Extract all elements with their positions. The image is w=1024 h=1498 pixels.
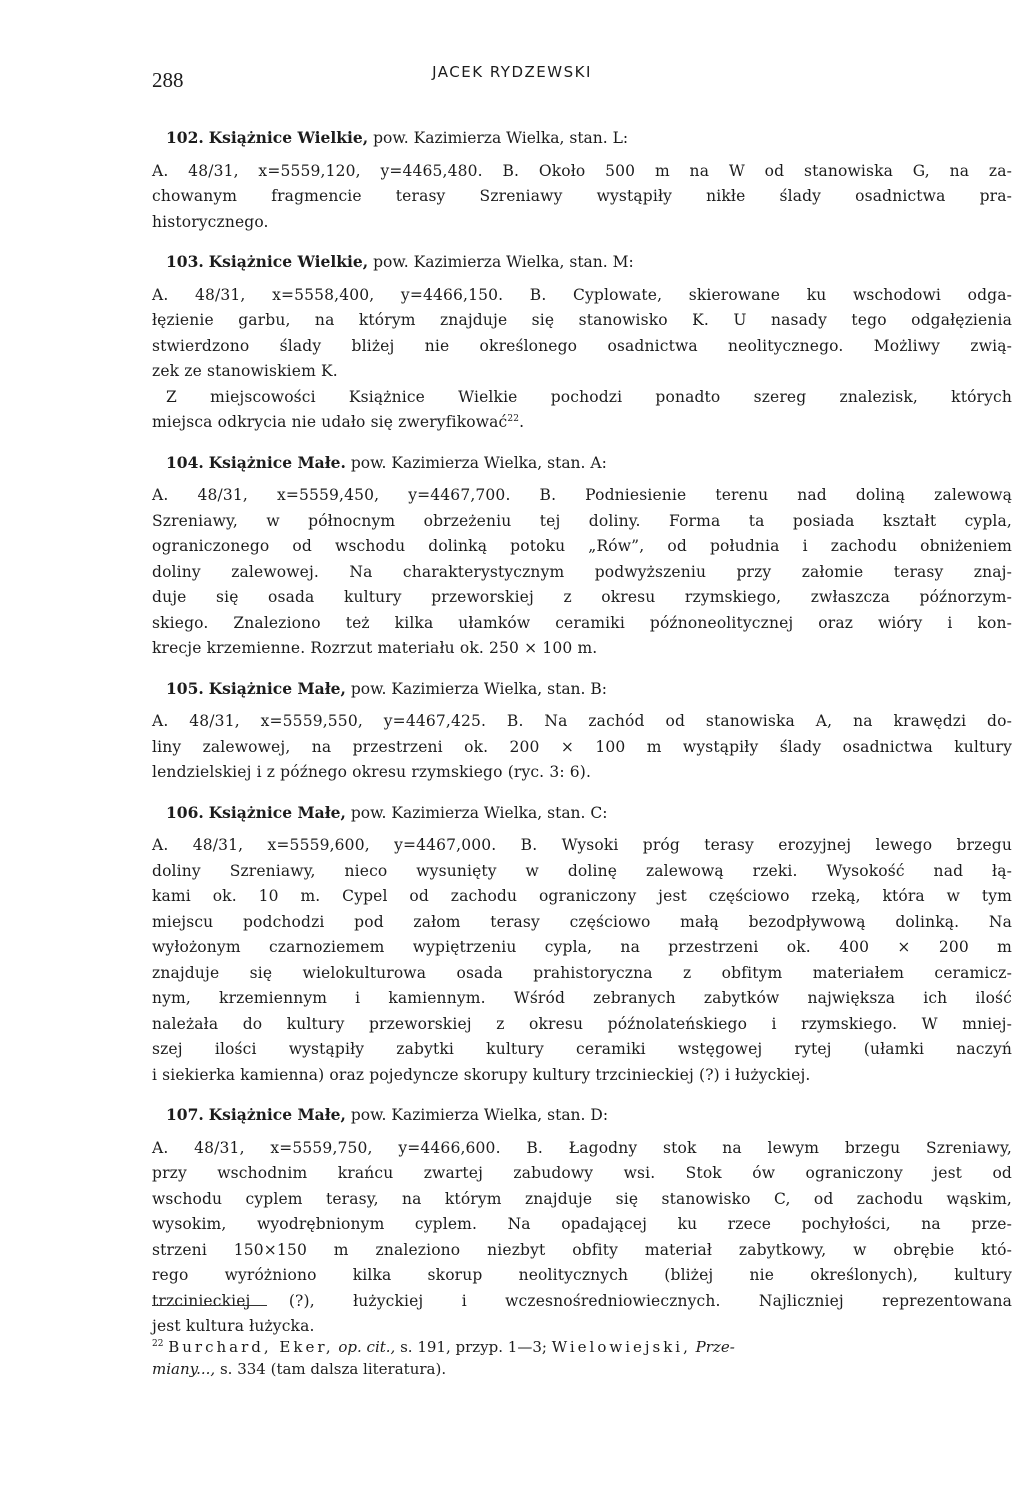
text-line [152, 410, 1012, 436]
entry-gap [152, 1088, 1012, 1102]
text-line: duje się osada kultury przeworskiej z okresu rzymskiego, zwłaszcza późnorzym- [152, 588, 1012, 606]
entry-place: Książnice Wielkie, [208, 252, 369, 271]
text-line: i siekierka kamienna) oraz pojedyncze skorupy kultury trzcinieckiej (?) i łużyckiej. [152, 1065, 811, 1084]
footnote-title-b: miany..., [152, 1360, 216, 1378]
text-line: ograniczonego od wschodu dolinką potoku „Rów”, od południa i zachodu obniżeniem [152, 537, 1012, 555]
text-line: wysokim, wyodrębnionym cyplem. Na opadającej ku rzece pochyłości, na prze- [152, 1215, 1012, 1233]
text-line: A. 48/31, x=5559,600, y=4467,000. B. Wysoki próg terasy erozyjnej lewego brzegu [152, 836, 1012, 854]
footnote-cit: op. cit., [338, 1338, 396, 1356]
text-line: lendzielskiej i z późnego okresu rzymskiego (ryc. 3: 6). [152, 763, 592, 781]
entry-gap [152, 436, 1012, 450]
heading-gap [152, 475, 1012, 483]
entry-place: Książnice Małe, [208, 678, 346, 698]
footnote-rule [152, 1305, 267, 1306]
main-text [152, 125, 1012, 1340]
site-entry [152, 249, 1012, 436]
site-entry [152, 450, 1012, 662]
text-line: wschodu cyplem terasy, na którym znajduje się stanowisko C, od zachodu wąskim, [152, 1189, 1012, 1208]
entry-place: Książnice Małe. [208, 452, 346, 472]
entry-heading [152, 676, 1012, 702]
text-line: Z miejscowości Książnice Wielkie pochodzi ponadto szereg znalezisk, których [166, 387, 1012, 406]
text-line: A. 48/31, x=5559,750, y=4466,600. B. Łagodny stok na lewym brzegu Szreniawy, [152, 1138, 1012, 1157]
heading-gap [152, 825, 1012, 833]
running-head: JACEK RYDZEWSKI [432, 63, 592, 81]
text-line: miejscu podchodzi pod załom terasy częściowo małą bezodpływową dolinką. Na [152, 912, 1012, 931]
text-line: jest kultura łużycka. [152, 1317, 315, 1335]
footnote-text-1: s. 191, przyp. 1—3; [395, 1338, 552, 1356]
text-line: szej ilości wystąpiły zabytki kultury ceramiki wstęgowej rytej (ułamki naczyń [152, 1040, 1012, 1058]
text-line: kami ok. 10 m. Cypel od zachodu ograniczony jest częściowo rzeką, która w tym [152, 887, 1012, 905]
entry-number: 104. [166, 452, 204, 472]
entry-heading [152, 800, 1012, 826]
text-line: znajduje się wielokulturowa osada prahistoryczna z obfitym materiałem ceramicz- [152, 963, 1012, 982]
entry-location: pow. Kazimierza Wielka, stan. M: [368, 253, 634, 271]
entry-place: Książnice Wielkie, [208, 128, 369, 147]
entry-number: 102. [166, 128, 204, 147]
text-line: przy wschodnim krańcu zwartej zabudowy wsi. Stok ów ograniczony jest od [152, 1164, 1012, 1182]
entry-location: pow. Kazimierza Wielka, stan. D: [345, 1106, 609, 1124]
text-line: wyłożonym czarnoziemem wypiętrzeniu cypla, na przestrzeni ok. 400 × 200 m [152, 938, 1012, 956]
text-line: A. 48/31, x=5559,120, y=4465,480. B. Około 500 m na W od stanowiska G, na za- [152, 161, 1012, 180]
footnote-author-1: Burchard, Eker, [168, 1338, 334, 1356]
text-line: chowanym fragmencie terasy Szreniawy wystąpiły nikłe ślady osadnictwa pra- [152, 187, 1012, 205]
entry-gap [152, 662, 1012, 676]
heading-gap [152, 1128, 1012, 1136]
entry-location: pow. Kazimierza Wielka, stan. L: [368, 129, 629, 147]
text-line: rego wyróżniono kilka skorup neolitycznych (bliżej nie określonych), kultury [152, 1266, 1012, 1284]
text-line: A. 48/31, x=5558,400, y=4466,150. B. Cyplowate, skierowane ku wschodowi odga- [152, 285, 1012, 304]
text-line: krecje krzemienne. Rozrzut materiału ok. 250 × 100 m. [152, 639, 598, 657]
text-line: trzcinieckiej (?), łużyckiej i wczesnośredniowiecznych. Najliczniej reprezentowana [152, 1291, 1012, 1310]
site-entry [152, 1102, 1012, 1340]
text-line: nym, krzemiennym i kamiennym. Wśród zebranych zabytków największa ich ilość [152, 989, 1012, 1007]
text-line: zek ze stanowiskiem K. [152, 362, 338, 380]
text-line: historycznego. [152, 212, 269, 231]
text-line: skiego. Znaleziono też kilka ułamków ceramiki późnoneolitycznej oraz wióry i kon- [152, 613, 1012, 632]
entry-gap [152, 786, 1012, 800]
text-line: stwierdzono ślady bliżej nie określonego osadnictwa neolitycznego. Możliwy zwią- [152, 336, 1012, 355]
heading-gap [152, 275, 1012, 283]
footnote-ref: 22 [507, 414, 520, 424]
text-line: A. 48/31, x=5559,450, y=4467,700. B. Podniesienie terenu nad doliną zalewową [152, 486, 1012, 504]
footnote-number: 22 [152, 1339, 164, 1349]
entry-number: 107. [166, 1105, 204, 1124]
site-entry [152, 800, 1012, 1089]
entry-heading [152, 249, 1012, 275]
footnote-text-2: s. 334 (tam dalsza literatura). [215, 1360, 447, 1378]
footnote-line-1 [152, 1336, 982, 1358]
site-entry [152, 676, 1012, 786]
text-line: A. 48/31, x=5559,550, y=4467,425. B. Na zachód od stanowiska A, na krawędzi do- [152, 712, 1012, 730]
entry-number: 105. [166, 678, 204, 698]
entry-place: Książnice Małe, [208, 802, 346, 822]
entry-place: Książnice Małe, [208, 1105, 346, 1124]
page-number: 288 [152, 68, 184, 92]
text-line: Szreniawy, w północnym obrzeżeniu tej doliny. Forma ta posiada kształt cypla, [152, 511, 1012, 530]
text-line: strzeni 150×150 m znaleziono niezbyt obfity materiał zabytkowy, w obrębie któ- [152, 1240, 1012, 1259]
footnote-author-2: Wielowiejski, [551, 1338, 691, 1356]
site-entry [152, 125, 1012, 235]
footnote-line-2 [152, 1358, 982, 1380]
text-line: doliny Szreniawy, nieco wysunięty w dolinę zalewową rzeki. Wysokość nad łą- [152, 861, 1012, 880]
entry-heading [152, 1102, 1012, 1128]
entry-location: pow. Kazimierza Wielka, stan. B: [345, 679, 608, 698]
entry-location: pow. Kazimierza Wielka, stan. C: [345, 803, 608, 822]
text-fragment: . [519, 413, 525, 431]
text-line: liny zalewowej, na przestrzeni ok. 200 × 100 m wystąpiły ślady osadnictwa kultury [152, 737, 1012, 756]
footnotes [152, 1336, 982, 1380]
text-line: łęzienie garbu, na którym znajduje się stanowisko K. U nasady tego odgałęzienia [152, 311, 1012, 329]
entry-heading [152, 450, 1012, 476]
footnote-title-a: Prze- [695, 1338, 735, 1356]
text-line: należała do kultury przeworskiej z okresu późnolateńskiego i rzymskiego. W mniej- [152, 1014, 1012, 1033]
entry-number: 106. [166, 802, 204, 822]
heading-gap [152, 151, 1012, 159]
text-line: doliny zalewowej. Na charakterystycznym podwyższeniu przy załomie terasy znaj- [152, 562, 1012, 581]
heading-gap [152, 701, 1012, 709]
text-fragment: miejsca odkrycia nie udało się zweryfikować [152, 413, 508, 431]
entry-location: pow. Kazimierza Wielka, stan. A: [345, 453, 607, 472]
entry-gap [152, 235, 1012, 249]
entry-heading [152, 125, 1012, 151]
entry-number: 103. [166, 252, 204, 271]
